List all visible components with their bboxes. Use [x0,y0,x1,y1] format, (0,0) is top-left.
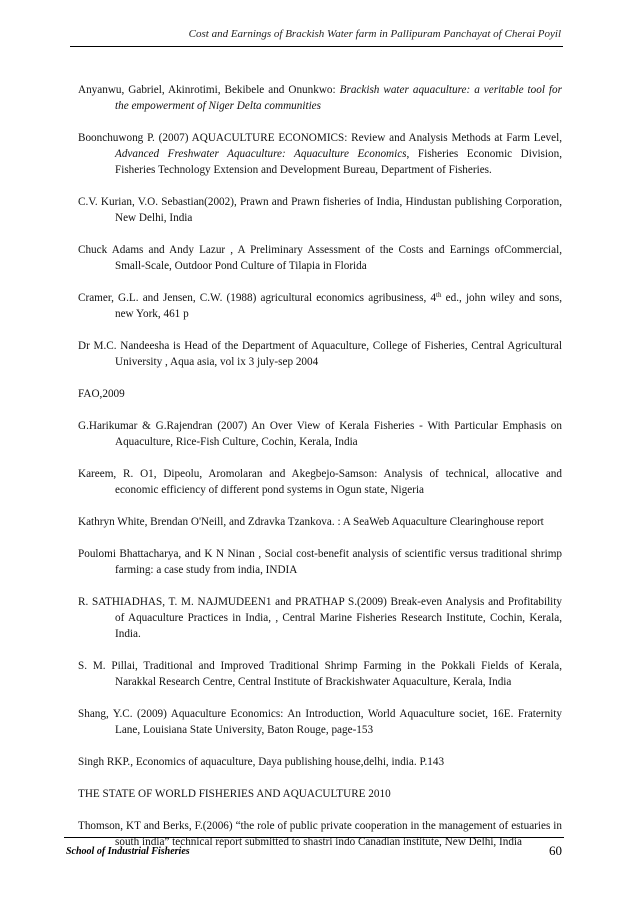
page-number: 60 [549,843,562,858]
reference-text-tail: ed., john wiley and sons, new York, 461 p [115,292,562,320]
reference-entry [78,594,562,642]
page-header [70,22,563,47]
reference-text: Chuck Adams and Andy Lazur , A Preliminary Assessment of the Costs and Earnings ofCommercial, Small-Scale, Outdoor Pond Culture of Tilapia in Florida [78,244,562,272]
reference-superscript: th [436,291,442,299]
reference-text: Kathryn White, Brendan O'Neill, and Zdravka Tzankova. : A SeaWeb Aquaculture Clearinghouse report [78,516,544,528]
reference-entry [78,706,562,738]
reference-text: G.Harikumar & G.Rajendran (2007) An Over View of Kerala Fisheries - With Particular Emphasis on Aquaculture, Rice-Fish Culture, Cochin, Kerala, India [78,420,562,448]
reference-text: FAO,2009 [78,388,125,400]
reference-entry [78,418,562,450]
reference-entry [78,130,562,178]
reference-entry [78,786,562,802]
reference-entry [78,242,562,274]
reference-entry [78,194,562,226]
reference-text: S. M. Pillai, Traditional and Improved Traditional Shrimp Farming in the Pokkali Fields of Kerala, Narakkal Research Centre, Central Institute of Brackishwater Aquaculture, Kerala, India [78,660,562,688]
reference-entry [78,546,562,578]
reference-text: C.V. Kurian, V.O. Sebastian(2002), Prawn and Prawn fisheries of India, Hindustan publishing Corporation, New Delhi, India [78,196,562,224]
reference-text: Boonchuwong P. (2007) AQUACULTURE ECONOMICS: Review and Analysis Methods at Farm Level, [78,132,562,144]
reference-text: Singh RKP., Economics of aquaculture, Daya publishing house,delhi, india. P.143 [78,756,445,768]
page-footer [64,837,564,864]
reference-entry [78,658,562,690]
reference-text: Shang, Y.C. (2009) Aquaculture Economics: An Introduction, World Aquaculture societ, 16E. Fraternity Lane, Louisiana State University, Baton Rouge, page-153 [78,708,562,736]
reference-text: Cramer, G.L. and Jensen, C.W. (1988) agricultural economics agribusiness, 4 [78,292,437,304]
footer-institution: School of Industrial Fisheries [66,846,190,857]
reference-entry [78,82,562,114]
reference-text: Kareem, R. O1, Dipeolu, Aromolaran and Akegbejo-Samson: Analysis of technical, allocative and economic efficiency of different pond systems in Ogun state, Nigeria [78,468,562,496]
reference-entry [78,290,562,322]
reference-entry [78,514,562,530]
reference-text: Poulomi Bhattacharya, and K N Ninan , Social cost-benefit analysis of scientific versus traditional shrimp farming: a case study from india, INDIA [78,548,562,576]
header-title: Cost and Earnings of Brackish Water farm in Pallipuram Panchayat of Cherai Poyil [188,28,561,40]
reference-italic-title: Advanced Freshwater Aquaculture: Aquaculture Economics [115,148,407,160]
reference-italic-title: Brackish water aquaculture: a veritable tool for the empowerment of Niger Delta communities [115,84,562,112]
reference-text-tail: , Fisheries Economic Division, Fisheries Technology Extension and Development Bureau, Department of Fisheries. [115,148,562,176]
reference-text: Dr M.C. Nandeesha is Head of the Department of Aquaculture, College of Fisheries, Central Agricultural University , Aqua asia, vol ix 3 july-sep 2004 [78,340,562,368]
reference-text: THE STATE OF WORLD FISHERIES AND AQUACULTURE 2010 [78,788,391,800]
reference-text: Thomson, KT and Berks, F.(2006) “the role of public private cooperation in the management of estuaries in south india” technical report submitted to shastri indo Canadian institute, New Delhi, India [78,820,562,848]
reference-entry [78,754,562,770]
reference-entry [78,338,562,370]
reference-list [78,82,562,866]
reference-entry [78,466,562,498]
reference-text: R. SATHIADHAS, T. M. NAJMUDEEN1 and PRATHAP S.(2009) Break-even Analysis and Profitability of Aquaculture Practices in India, , Central Marine Fisheries Research Institute, Cochin, Kerala, India. [78,596,562,640]
reference-text: Anyanwu, Gabriel, Akinrotimi, Bekibele and Onunkwo: [78,84,340,96]
reference-entry [78,386,562,402]
